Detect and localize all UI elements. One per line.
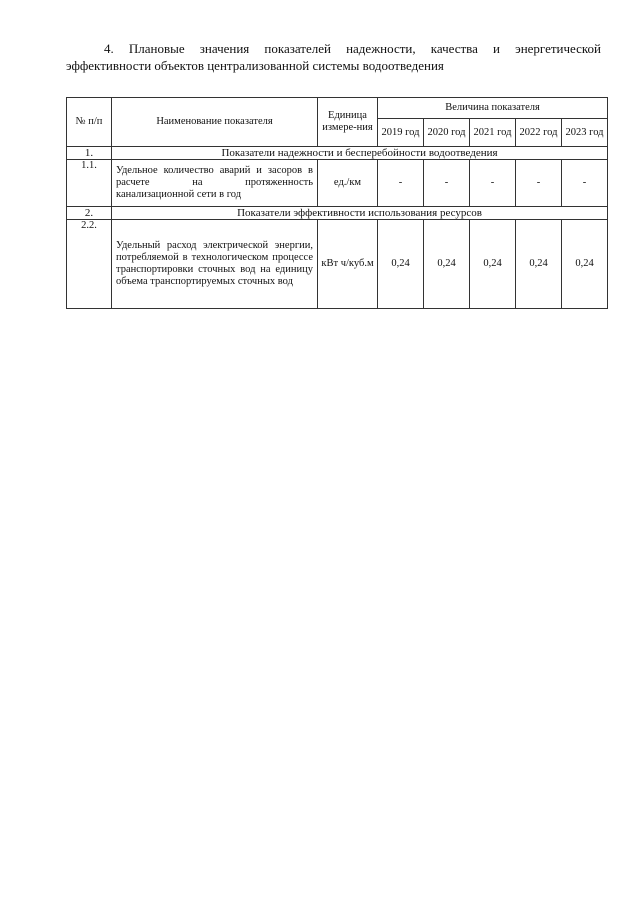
row-value: - — [562, 160, 608, 207]
header-year: 2019 год — [378, 119, 424, 147]
section-title: Показатели эффективности использования ресурсов — [112, 207, 608, 220]
header-year: 2021 год — [470, 119, 516, 147]
row-value: 0,24 — [378, 220, 424, 309]
header-year: 2022 год — [516, 119, 562, 147]
row-name: Удельное количество аварий и засоров в расчете на протяженность канализационной сети в год — [112, 160, 318, 207]
table-row — [67, 160, 608, 207]
header-year: 2020 год — [424, 119, 470, 147]
table-row — [67, 220, 608, 309]
row-value: 0,24 — [516, 220, 562, 309]
row-value: 0,24 — [562, 220, 608, 309]
row-num: 1.1. — [67, 160, 112, 207]
section-row — [67, 207, 608, 220]
row-num: 2.2. — [67, 220, 112, 309]
header-year: 2023 год — [562, 119, 608, 147]
row-unit: ед./км — [318, 160, 378, 207]
header-unit: Единица измере-ния — [318, 98, 378, 147]
header-num: № п/п — [67, 98, 112, 147]
section-title: Показатели надежности и бесперебойности водоотведения — [112, 147, 608, 160]
row-unit: кВт ч/куб.м — [318, 220, 378, 309]
section-num: 1. — [67, 147, 112, 160]
row-value: - — [424, 160, 470, 207]
row-value: 0,24 — [470, 220, 516, 309]
header-name: Наименование показателя — [112, 98, 318, 147]
heading-line-2: эффективности объектов централизованной системы водоотведения — [66, 58, 444, 73]
section-row — [67, 147, 608, 160]
row-value: - — [516, 160, 562, 207]
indicators-table — [66, 97, 608, 309]
row-value: 0,24 — [424, 220, 470, 309]
header-row-1 — [67, 98, 608, 119]
header-value-group: Величина показателя — [378, 98, 608, 119]
section-num: 2. — [67, 207, 112, 220]
row-value: - — [470, 160, 516, 207]
row-name: Удельный расход электрической энергии, потребляемой в технологическом процессе транспортировки сточных вод на единицу объема транспортируемых сточных вод — [112, 220, 318, 309]
row-value: - — [378, 160, 424, 207]
heading-line-1: 4. Плановые значения показателей надежности, качества и энергетической — [104, 41, 601, 56]
document-heading — [66, 40, 601, 74]
